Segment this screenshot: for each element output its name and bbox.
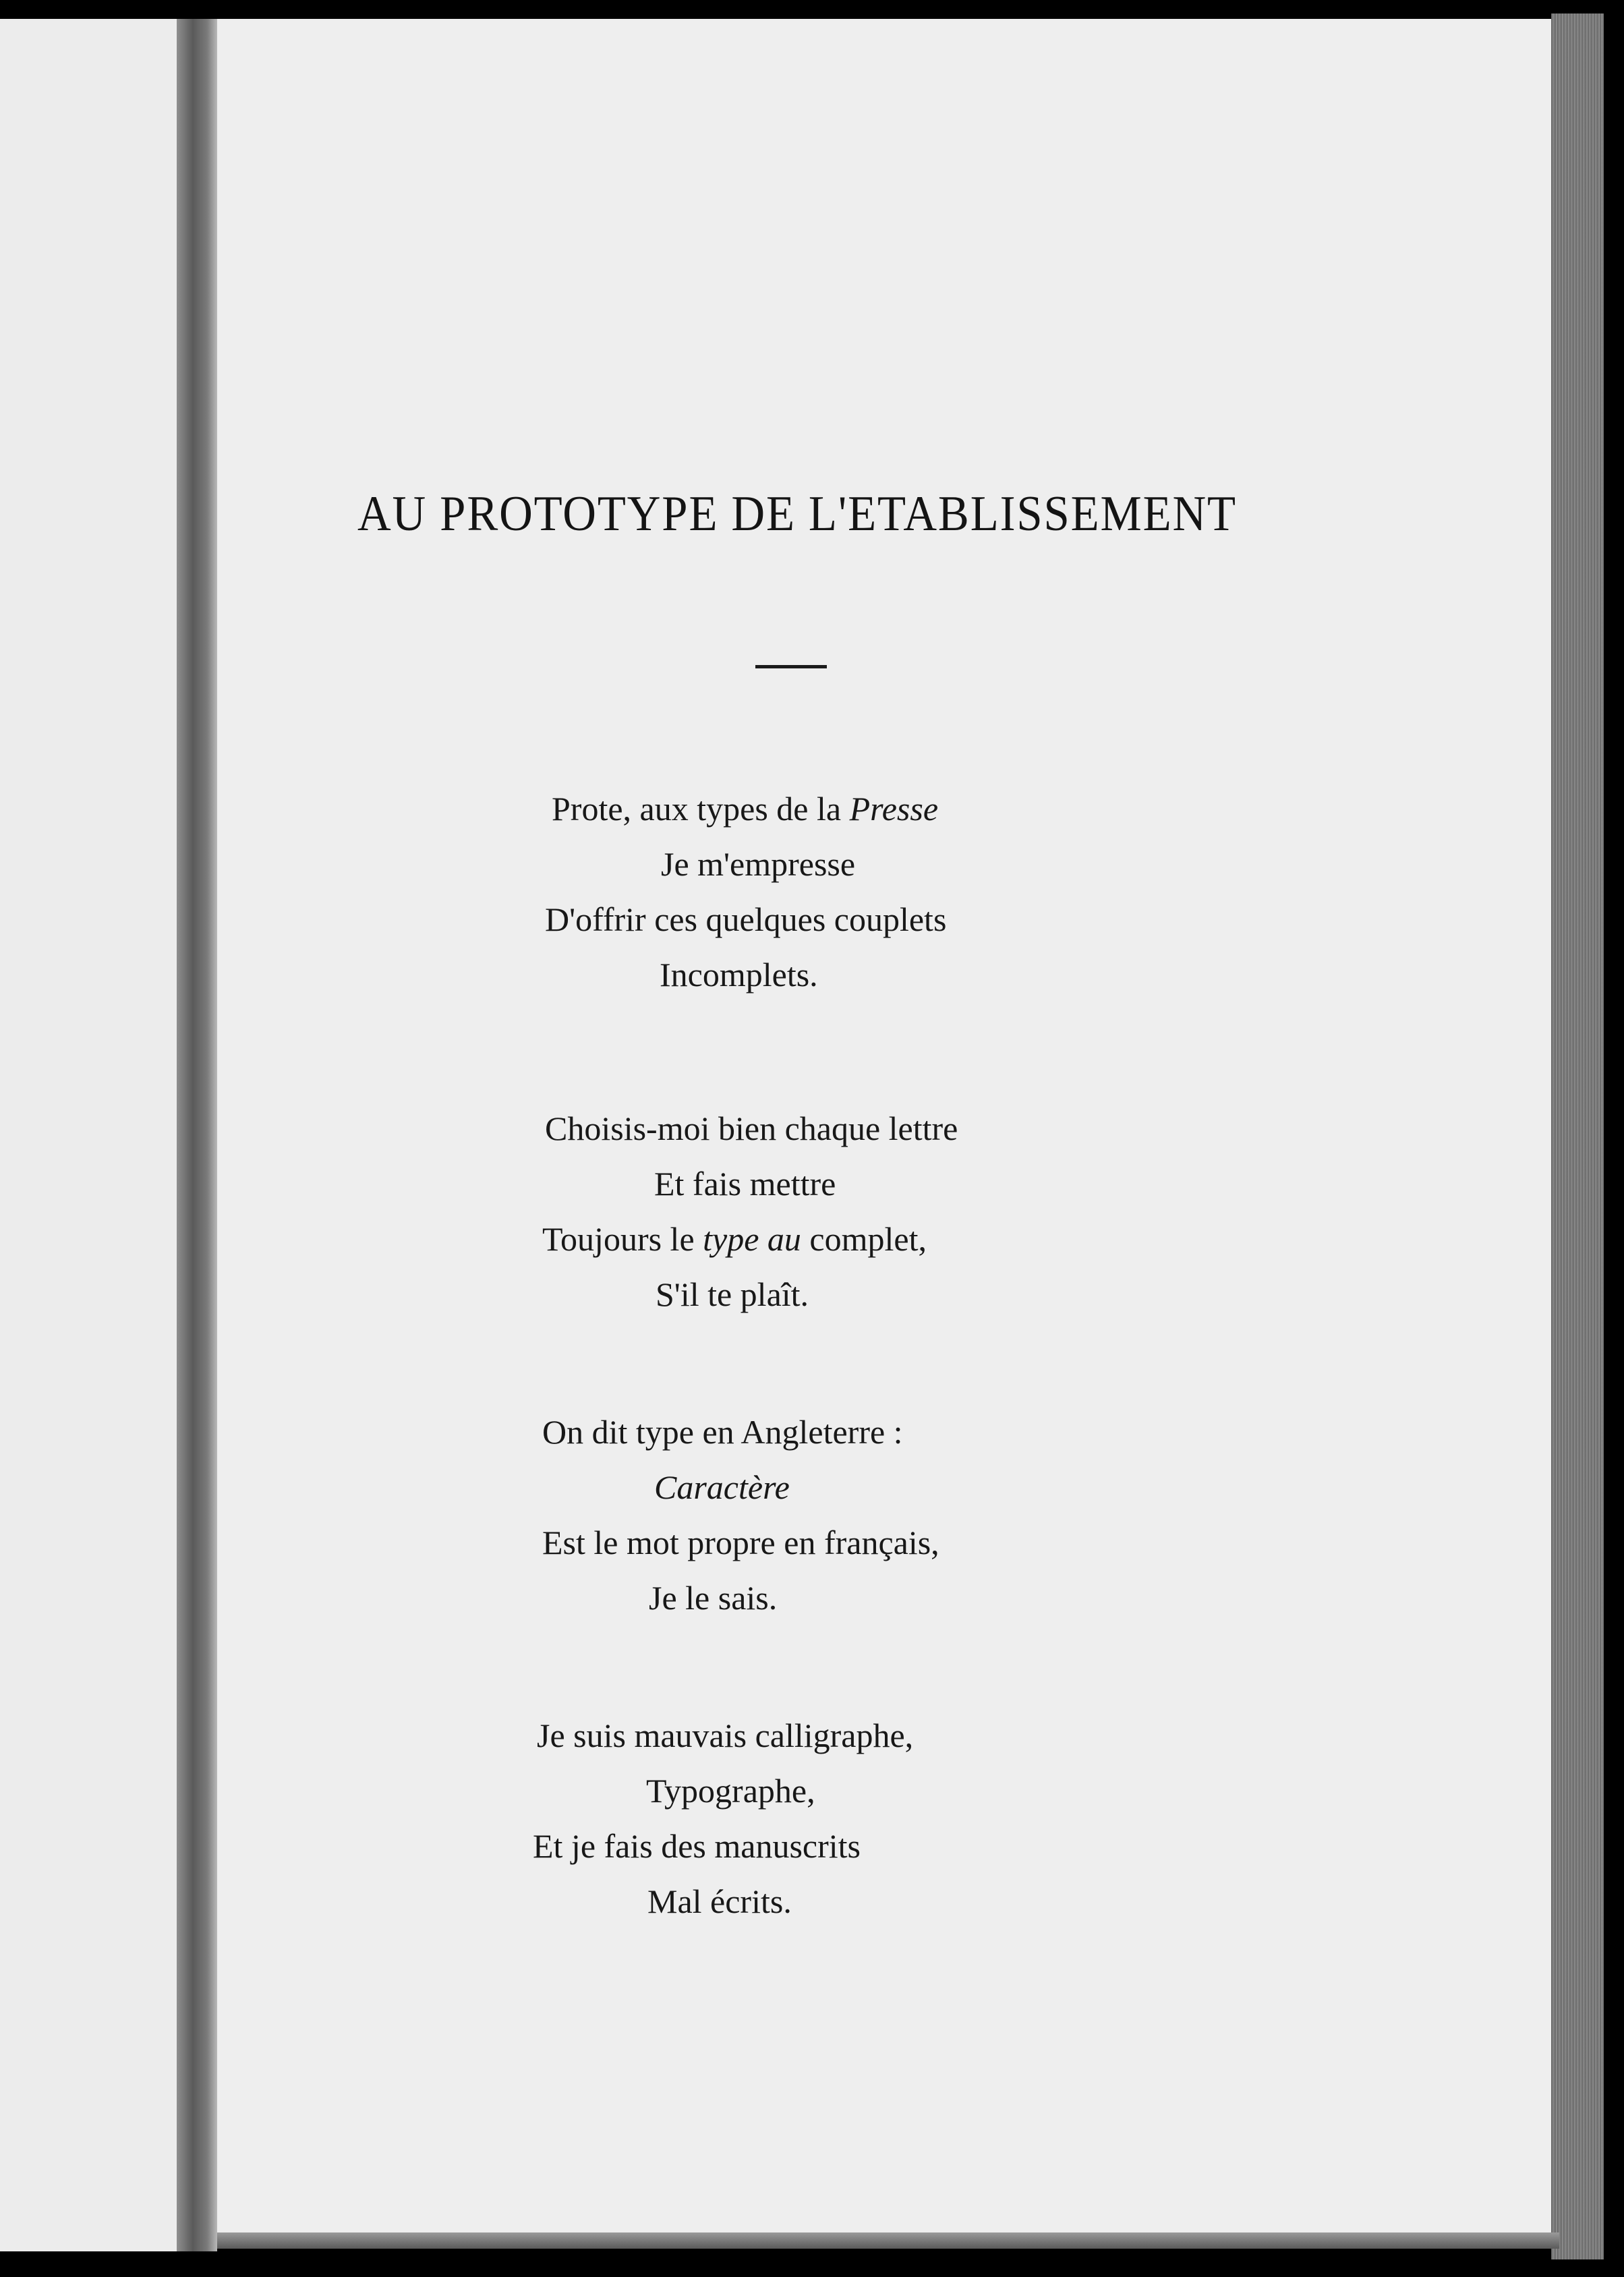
poem-line: Je m'empresse <box>661 845 856 883</box>
poem-line: Prote, aux types de la Presse <box>552 790 939 828</box>
poem-line: Mal écrits. <box>647 1882 792 1920</box>
title-rule <box>755 665 827 668</box>
poem-line: D'offrir ces quelques couplets <box>545 900 947 938</box>
page-title: AU PROTOTYPE DE L'ETABLISSEMENT <box>357 486 1237 542</box>
poem-line: Je suis mauvais calligraphe, <box>537 1717 914 1754</box>
poem-line: S'il te plaît. <box>656 1275 809 1313</box>
poem-line: Toujours le type au complet, <box>542 1220 927 1258</box>
poem-line: Typographe, <box>646 1772 815 1810</box>
facing-page <box>0 19 177 2251</box>
poem-line: Choisis-moi bien chaque lettre <box>545 1109 958 1147</box>
poem-line: Caractère <box>654 1468 790 1506</box>
page-edge <box>1551 13 1604 2259</box>
poem-line: Est le mot propre en français, <box>542 1524 939 1561</box>
poem-line: On dit type en Angleterre : <box>542 1413 903 1451</box>
poem-line: Incomplets. <box>660 956 818 993</box>
poem-line: Et fais mettre <box>654 1165 836 1203</box>
poem-line: Et je fais des manuscrits <box>533 1827 861 1865</box>
poem-line: Je le sais. <box>649 1579 778 1617</box>
bottom-edge <box>217 2232 1559 2249</box>
book-gutter <box>177 19 217 2251</box>
